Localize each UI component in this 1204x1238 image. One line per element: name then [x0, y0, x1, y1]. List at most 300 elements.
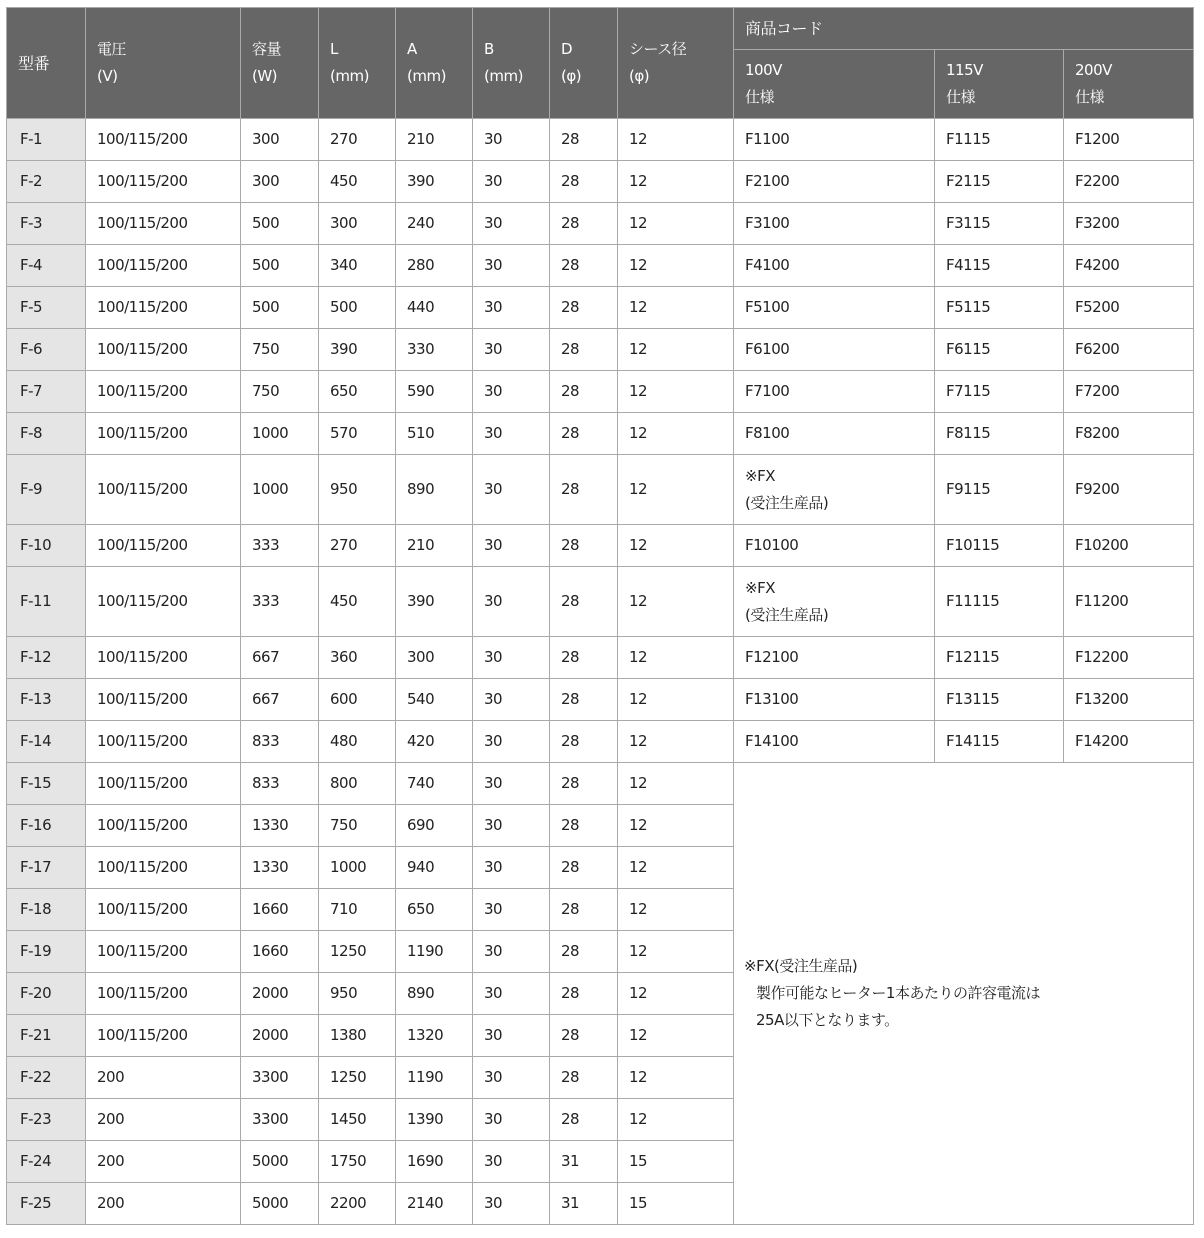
cell-code-115: F3115	[935, 203, 1064, 245]
cell-model: F-9	[7, 455, 86, 525]
cell-model: F-11	[7, 567, 86, 637]
cell-A: 390	[396, 161, 473, 203]
cell-A: 540	[396, 679, 473, 721]
cell-B: 30	[473, 679, 550, 721]
cell-code-115: F13115	[935, 679, 1064, 721]
header-model	[7, 8, 86, 119]
cell-L: 270	[319, 525, 396, 567]
cell-voltage: 100/115/200	[86, 329, 241, 371]
cell-capacity: 2000	[241, 973, 319, 1015]
cell-voltage: 100/115/200	[86, 161, 241, 203]
cell-voltage: 100/115/200	[86, 119, 241, 161]
header-voltage	[86, 8, 241, 119]
header-B-label: B	[484, 40, 494, 58]
cell-capacity: 1660	[241, 889, 319, 931]
cell-model: F-2	[7, 161, 86, 203]
cell-capacity: 5000	[241, 1183, 319, 1225]
cell-capacity: 1000	[241, 455, 319, 525]
cell-voltage: 200	[86, 1099, 241, 1141]
cell-code-100: F3100	[734, 203, 935, 245]
cell-code-100: F4100	[734, 245, 935, 287]
cell-model: F-16	[7, 805, 86, 847]
cell-B: 30	[473, 245, 550, 287]
cell-L: 480	[319, 721, 396, 763]
cell-code-100: F6100	[734, 329, 935, 371]
header-capacity-unit: (W)	[252, 67, 278, 85]
code-100-fx-mark: ※FX	[745, 578, 775, 597]
header-A-label: A	[407, 40, 417, 58]
cell-sheath: 12	[618, 525, 734, 567]
cell-L: 360	[319, 637, 396, 679]
cell-L: 1750	[319, 1141, 396, 1183]
cell-sheath: 12	[618, 931, 734, 973]
header-code-100-sub: 仕様	[745, 88, 775, 106]
cell-voltage: 100/115/200	[86, 203, 241, 245]
cell-D: 28	[550, 847, 618, 889]
cell-capacity: 833	[241, 721, 319, 763]
header-code-200-label: 200V	[1075, 61, 1112, 79]
cell-B: 30	[473, 287, 550, 329]
cell-D: 28	[550, 455, 618, 525]
cell-D: 28	[550, 1057, 618, 1099]
cell-L: 950	[319, 455, 396, 525]
header-capacity-label: 容量	[252, 40, 282, 58]
header-D-label: D	[561, 40, 573, 58]
cell-model: F-5	[7, 287, 86, 329]
cell-sheath: 12	[618, 245, 734, 287]
cell-capacity: 3300	[241, 1099, 319, 1141]
cell-capacity: 500	[241, 287, 319, 329]
cell-code-115: F10115	[935, 525, 1064, 567]
cell-model: F-15	[7, 763, 86, 805]
cell-voltage: 100/115/200	[86, 679, 241, 721]
table-row	[7, 329, 1194, 371]
cell-code-200: F7200	[1064, 371, 1194, 413]
cell-model: F-23	[7, 1099, 86, 1141]
table-row	[7, 679, 1194, 721]
cell-code-200: F2200	[1064, 161, 1194, 203]
cell-code-200: F6200	[1064, 329, 1194, 371]
cell-sheath: 12	[618, 567, 734, 637]
cell-L: 710	[319, 889, 396, 931]
cell-A: 240	[396, 203, 473, 245]
cell-code-115: F4115	[935, 245, 1064, 287]
cell-D: 28	[550, 1099, 618, 1141]
cell-model: F-18	[7, 889, 86, 931]
cell-B: 30	[473, 889, 550, 931]
header-B-unit: (mm)	[484, 67, 523, 85]
made-to-order-note	[734, 763, 1194, 1225]
cell-L: 390	[319, 329, 396, 371]
cell-code-115: F1115	[935, 119, 1064, 161]
cell-L: 800	[319, 763, 396, 805]
cell-sheath: 12	[618, 637, 734, 679]
cell-sheath: 12	[618, 1057, 734, 1099]
cell-code-100: F14100	[734, 721, 935, 763]
cell-sheath: 12	[618, 161, 734, 203]
cell-A: 690	[396, 805, 473, 847]
cell-A: 510	[396, 413, 473, 455]
cell-capacity: 500	[241, 245, 319, 287]
cell-D: 28	[550, 973, 618, 1015]
cell-model: F-14	[7, 721, 86, 763]
cell-A: 1690	[396, 1141, 473, 1183]
header-code-100-label: 100V	[745, 61, 782, 79]
cell-model: F-12	[7, 637, 86, 679]
cell-sheath: 12	[618, 679, 734, 721]
cell-D: 28	[550, 721, 618, 763]
cell-model: F-25	[7, 1183, 86, 1225]
table-row	[7, 287, 1194, 329]
cell-B: 30	[473, 1141, 550, 1183]
table-row	[7, 413, 1194, 455]
cell-A: 890	[396, 455, 473, 525]
cell-code-115: F2115	[935, 161, 1064, 203]
header-D-unit: (φ)	[561, 67, 582, 85]
cell-model: F-13	[7, 679, 86, 721]
header-code-115-sub: 仕様	[946, 88, 976, 106]
cell-model: F-17	[7, 847, 86, 889]
cell-A: 650	[396, 889, 473, 931]
cell-B: 30	[473, 1057, 550, 1099]
cell-sheath: 12	[618, 805, 734, 847]
table-row	[7, 203, 1194, 245]
header-L-unit: (mm)	[330, 67, 369, 85]
header-code-115	[935, 50, 1064, 119]
cell-sheath: 12	[618, 847, 734, 889]
cell-B: 30	[473, 1015, 550, 1057]
header-B	[473, 8, 550, 119]
cell-voltage: 100/115/200	[86, 567, 241, 637]
cell-sheath: 12	[618, 889, 734, 931]
header-sheath-unit: (φ)	[629, 67, 650, 85]
cell-code-115: F12115	[935, 637, 1064, 679]
cell-code-115: F8115	[935, 413, 1064, 455]
header-L-label: L	[330, 40, 338, 58]
cell-D: 28	[550, 203, 618, 245]
table-header	[7, 8, 1194, 119]
cell-B: 30	[473, 203, 550, 245]
table-row	[7, 371, 1194, 413]
cell-D: 28	[550, 119, 618, 161]
cell-code-115: F5115	[935, 287, 1064, 329]
header-sheath-label: シース径	[629, 40, 687, 58]
cell-code-100	[734, 567, 935, 637]
cell-L: 450	[319, 161, 396, 203]
table-row	[7, 161, 1194, 203]
cell-L: 300	[319, 203, 396, 245]
cell-model: F-8	[7, 413, 86, 455]
cell-model: F-24	[7, 1141, 86, 1183]
cell-L: 340	[319, 245, 396, 287]
header-capacity	[241, 8, 319, 119]
cell-D: 31	[550, 1183, 618, 1225]
table-row	[7, 455, 1194, 525]
table-row	[7, 567, 1194, 637]
cell-B: 30	[473, 931, 550, 973]
cell-sheath: 12	[618, 973, 734, 1015]
cell-voltage: 100/115/200	[86, 1015, 241, 1057]
cell-code-200: F13200	[1064, 679, 1194, 721]
code-100-fx-mark: ※FX	[745, 466, 775, 485]
cell-sheath: 12	[618, 287, 734, 329]
cell-code-200: F5200	[1064, 287, 1194, 329]
table-row	[7, 245, 1194, 287]
cell-code-200: F4200	[1064, 245, 1194, 287]
cell-capacity: 1330	[241, 847, 319, 889]
cell-sheath: 12	[618, 203, 734, 245]
cell-A: 210	[396, 119, 473, 161]
cell-L: 1450	[319, 1099, 396, 1141]
cell-L: 570	[319, 413, 396, 455]
cell-voltage: 100/115/200	[86, 973, 241, 1015]
cell-A: 890	[396, 973, 473, 1015]
cell-model: F-21	[7, 1015, 86, 1057]
cell-sheath: 12	[618, 371, 734, 413]
header-voltage-unit: (V)	[97, 67, 118, 85]
cell-voltage: 100/115/200	[86, 637, 241, 679]
cell-L: 1380	[319, 1015, 396, 1057]
table-row	[7, 763, 1194, 805]
cell-D: 31	[550, 1141, 618, 1183]
cell-sheath: 12	[618, 119, 734, 161]
cell-voltage: 100/115/200	[86, 287, 241, 329]
cell-D: 28	[550, 637, 618, 679]
cell-capacity: 667	[241, 679, 319, 721]
cell-capacity: 750	[241, 371, 319, 413]
cell-capacity: 833	[241, 763, 319, 805]
cell-sheath: 12	[618, 455, 734, 525]
cell-B: 30	[473, 161, 550, 203]
header-code-100	[734, 50, 935, 119]
note-line-1: 製作可能なヒーター1本あたりの許容電流は	[756, 984, 1040, 1002]
cell-sheath: 12	[618, 329, 734, 371]
table-row	[7, 525, 1194, 567]
cell-voltage: 100/115/200	[86, 245, 241, 287]
cell-A: 210	[396, 525, 473, 567]
cell-A: 300	[396, 637, 473, 679]
cell-code-200: F9200	[1064, 455, 1194, 525]
header-voltage-label: 電圧	[97, 40, 127, 58]
cell-L: 2200	[319, 1183, 396, 1225]
cell-D: 28	[550, 287, 618, 329]
table-body	[7, 119, 1194, 1225]
cell-voltage: 100/115/200	[86, 455, 241, 525]
cell-voltage: 100/115/200	[86, 413, 241, 455]
cell-sheath: 12	[618, 1015, 734, 1057]
cell-code-100: F10100	[734, 525, 935, 567]
cell-capacity: 3300	[241, 1057, 319, 1099]
cell-L: 600	[319, 679, 396, 721]
cell-D: 28	[550, 931, 618, 973]
cell-code-100: F7100	[734, 371, 935, 413]
cell-A: 420	[396, 721, 473, 763]
cell-capacity: 667	[241, 637, 319, 679]
cell-voltage: 100/115/200	[86, 931, 241, 973]
cell-model: F-4	[7, 245, 86, 287]
cell-capacity: 5000	[241, 1141, 319, 1183]
cell-B: 30	[473, 1183, 550, 1225]
cell-L: 650	[319, 371, 396, 413]
cell-L: 500	[319, 287, 396, 329]
cell-code-200: F10200	[1064, 525, 1194, 567]
cell-voltage: 100/115/200	[86, 721, 241, 763]
cell-B: 30	[473, 525, 550, 567]
cell-voltage: 200	[86, 1183, 241, 1225]
cell-code-115: F11115	[935, 567, 1064, 637]
header-product-code-label: 商品コード	[745, 19, 823, 38]
cell-sheath: 12	[618, 721, 734, 763]
cell-D: 28	[550, 567, 618, 637]
header-code-200	[1064, 50, 1194, 119]
header-code-115-label: 115V	[946, 61, 983, 79]
code-100-made-to-order: (受注生産品)	[745, 605, 829, 624]
cell-D: 28	[550, 1015, 618, 1057]
cell-B: 30	[473, 455, 550, 525]
cell-model: F-7	[7, 371, 86, 413]
cell-code-200: F14200	[1064, 721, 1194, 763]
cell-A: 740	[396, 763, 473, 805]
cell-L: 1250	[319, 931, 396, 973]
cell-L: 1250	[319, 1057, 396, 1099]
cell-model: F-6	[7, 329, 86, 371]
cell-sheath: 12	[618, 763, 734, 805]
cell-A: 440	[396, 287, 473, 329]
cell-model: F-10	[7, 525, 86, 567]
cell-capacity: 1330	[241, 805, 319, 847]
header-model-label: 型番	[18, 53, 50, 73]
note-title: ※FX(受注生産品)	[744, 957, 858, 975]
cell-D: 28	[550, 371, 618, 413]
cell-code-115: F9115	[935, 455, 1064, 525]
cell-D: 28	[550, 245, 618, 287]
cell-A: 280	[396, 245, 473, 287]
cell-L: 1000	[319, 847, 396, 889]
cell-sheath: 15	[618, 1141, 734, 1183]
cell-D: 28	[550, 889, 618, 931]
cell-B: 30	[473, 1099, 550, 1141]
cell-B: 30	[473, 637, 550, 679]
cell-capacity: 2000	[241, 1015, 319, 1057]
note-line-2: 25A以下となります。	[756, 1011, 899, 1029]
cell-B: 30	[473, 763, 550, 805]
cell-sheath: 12	[618, 1099, 734, 1141]
cell-A: 590	[396, 371, 473, 413]
cell-code-200: F3200	[1064, 203, 1194, 245]
cell-B: 30	[473, 721, 550, 763]
cell-capacity: 1660	[241, 931, 319, 973]
cell-A: 1320	[396, 1015, 473, 1057]
cell-D: 28	[550, 525, 618, 567]
cell-code-200: F11200	[1064, 567, 1194, 637]
cell-voltage: 100/115/200	[86, 805, 241, 847]
cell-A: 2140	[396, 1183, 473, 1225]
cell-sheath: 12	[618, 413, 734, 455]
cell-sheath: 15	[618, 1183, 734, 1225]
cell-code-100: F8100	[734, 413, 935, 455]
cell-L: 750	[319, 805, 396, 847]
cell-D: 28	[550, 329, 618, 371]
cell-B: 30	[473, 413, 550, 455]
cell-voltage: 100/115/200	[86, 371, 241, 413]
cell-code-100: F5100	[734, 287, 935, 329]
cell-voltage: 200	[86, 1141, 241, 1183]
cell-D: 28	[550, 413, 618, 455]
cell-model: F-19	[7, 931, 86, 973]
cell-code-100: F2100	[734, 161, 935, 203]
cell-code-100: F12100	[734, 637, 935, 679]
cell-B: 30	[473, 973, 550, 1015]
code-100-made-to-order: (受注生産品)	[745, 493, 829, 512]
cell-voltage: 100/115/200	[86, 763, 241, 805]
table-row	[7, 637, 1194, 679]
cell-A: 940	[396, 847, 473, 889]
cell-B: 30	[473, 805, 550, 847]
cell-model: F-20	[7, 973, 86, 1015]
cell-B: 30	[473, 567, 550, 637]
cell-B: 30	[473, 371, 550, 413]
cell-voltage: 100/115/200	[86, 847, 241, 889]
cell-L: 270	[319, 119, 396, 161]
table-row	[7, 119, 1194, 161]
cell-capacity: 333	[241, 567, 319, 637]
cell-voltage: 100/115/200	[86, 889, 241, 931]
cell-A: 390	[396, 567, 473, 637]
cell-code-100	[734, 455, 935, 525]
header-A	[396, 8, 473, 119]
cell-code-115: F6115	[935, 329, 1064, 371]
cell-D: 28	[550, 805, 618, 847]
cell-model: F-3	[7, 203, 86, 245]
cell-B: 30	[473, 329, 550, 371]
cell-L: 950	[319, 973, 396, 1015]
header-sheath	[618, 8, 734, 119]
header-A-unit: (mm)	[407, 67, 446, 85]
cell-code-115: F14115	[935, 721, 1064, 763]
cell-voltage: 200	[86, 1057, 241, 1099]
cell-capacity: 300	[241, 161, 319, 203]
header-D	[550, 8, 618, 119]
cell-voltage: 100/115/200	[86, 525, 241, 567]
table-row	[7, 721, 1194, 763]
cell-code-115: F7115	[935, 371, 1064, 413]
cell-A: 1190	[396, 931, 473, 973]
cell-code-100: F1100	[734, 119, 935, 161]
cell-code-100: F13100	[734, 679, 935, 721]
heater-spec-table	[6, 7, 1194, 1225]
cell-model: F-1	[7, 119, 86, 161]
cell-A: 1190	[396, 1057, 473, 1099]
cell-capacity: 750	[241, 329, 319, 371]
cell-capacity: 500	[241, 203, 319, 245]
cell-D: 28	[550, 679, 618, 721]
cell-capacity: 300	[241, 119, 319, 161]
cell-code-200: F12200	[1064, 637, 1194, 679]
cell-capacity: 333	[241, 525, 319, 567]
cell-L: 450	[319, 567, 396, 637]
cell-B: 30	[473, 847, 550, 889]
cell-D: 28	[550, 161, 618, 203]
cell-A: 330	[396, 329, 473, 371]
cell-A: 1390	[396, 1099, 473, 1141]
header-product-code	[734, 8, 1194, 50]
cell-code-200: F1200	[1064, 119, 1194, 161]
header-L	[319, 8, 396, 119]
cell-code-200: F8200	[1064, 413, 1194, 455]
cell-model: F-22	[7, 1057, 86, 1099]
cell-capacity: 1000	[241, 413, 319, 455]
cell-B: 30	[473, 119, 550, 161]
